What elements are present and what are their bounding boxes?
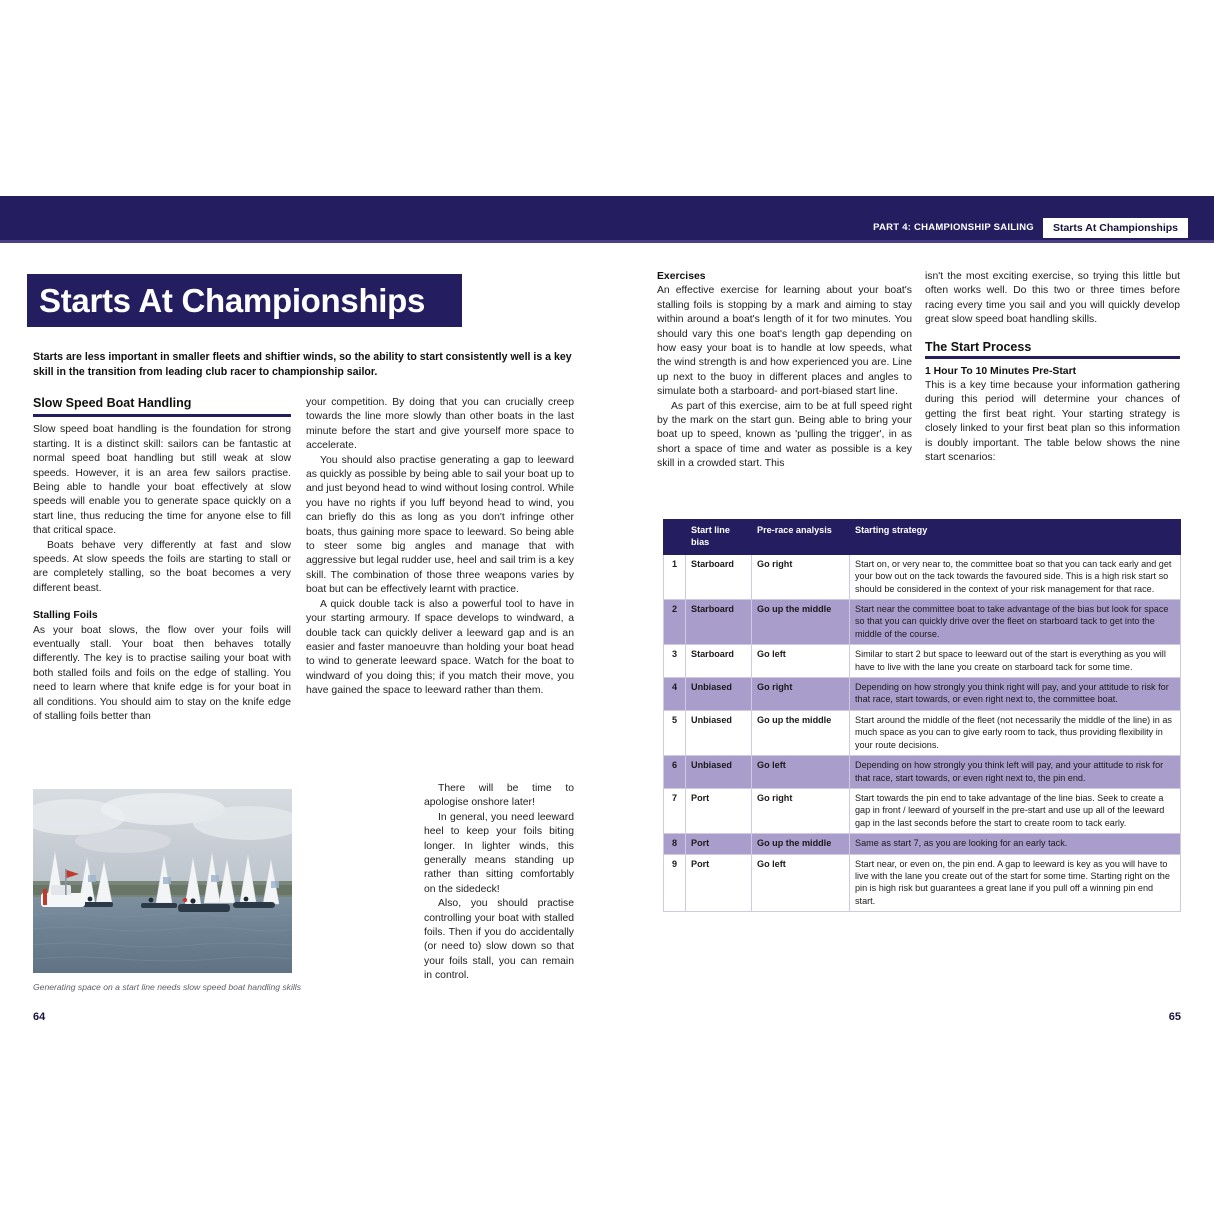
table-header-row: [664, 520, 1181, 555]
table-row: [664, 788, 1181, 833]
page-title-block: [27, 274, 462, 327]
table-row: [664, 645, 1181, 678]
section-heading-slow-speed: Slow Speed Boat Handling: [33, 396, 192, 410]
cell-number: 5: [664, 710, 686, 755]
paragraph: This is a key time because your information gathering during this period will determine your chances of getting the first beat right. Your starting strategy is closely linked to your first beat plan so this information is doubly important. The table below shows the nine start scenarios:: [925, 380, 1180, 464]
paragraph: your competition. By doing that you can crucially creep towards the line more slowly than other boats in the last minute before the start and give yourself more space to accelerate.: [306, 397, 574, 452]
cell-analysis: Go right: [752, 678, 850, 711]
table-row: [664, 710, 1181, 755]
folio-right: 65: [1168, 1011, 1181, 1023]
paragraph: As your boat slows, the flow over your foils will eventually stall. Your boat then behaves totally differently. The key is to practise sailing your boat with both stalled foils and foils on the edge of stalling. You need to learn where that knife edge is for your boat in all conditions. You should aim to stay on the knife edge of stalling foils better than: [33, 624, 291, 723]
paragraph: An effective exercise for learning about your boat's stalling foils is stopping by a mark and aiming to stay within around a boat's length of it for two minutes. You should vary this one boat's length gap depending on how easy your boat is to handle at low speeds, what the wind strength is and how experienced you are. Line up next to the buoy in different places and angles to simulate both a starboard- and port-biased start line.: [657, 285, 912, 398]
cell-bias: Unbiased: [686, 756, 752, 789]
paragraph: Boats behave very differently at fast and slow speeds. At slow speeds the foils are starting to stall or are completely stalling, so the boat becomes a very different beast.: [33, 539, 291, 594]
paragraph: As part of this exercise, aim to be at full speed right by the mark on the start gun. Being able to bring your boat up to speed, known as 'pulling the trigger', in as short a space of time and water as possible is a key skill in a crowded start. This: [657, 400, 912, 470]
paragraph: You should also practise generating a gap to leeward as quickly as possible by being able to sail your boat up to and just beyond head to wind without losing control. While you have no rights if you luff beyond head to wind, you can briefly do this as long as you don't infringe other boats, thus gaining more space to leeward. So being able to steer some big angles and manage that with aggressive but legal rudder use, heel and sail trim is a key skill. The combination of those three weapons varies by boat but can be effectively learnt with practice.: [306, 454, 574, 596]
subheading-prestart: 1 Hour To 10 Minutes Pre-Start: [925, 365, 1077, 377]
table-row: [664, 756, 1181, 789]
cell-strategy: Start near the committee boat to take advantage of the bias but look for space so that you can quickly drive over the fleet on starboard tack to get into the middle of the course.: [850, 600, 1181, 645]
cell-analysis: Go up the middle: [752, 600, 850, 645]
paragraph: A quick double tack is also a powerful tool to have in your starting armoury. If space develops to windward, a double tack can quickly deliver a leeward gap and is an easier and faster manoeuvre than holding your boat head to wind to generate leeward space. Watch for the boat to windward of you doing this; if you match their move, you have gained the space to leeward rather than them.: [306, 598, 574, 697]
cell-bias: Starboard: [686, 600, 752, 645]
cell-analysis: Go left: [752, 645, 850, 678]
running-header: [873, 218, 1188, 238]
cell-bias: Unbiased: [686, 678, 752, 711]
cell-strategy: Start near, or even on, the pin end. A gap to leeward is key as you will have to live with the lane you create out of the start for some time. Starting right on the pin is high risk but guarantees a great lane if you pull off a winning pin end start.: [850, 854, 1181, 912]
column-header-analysis: Pre-race analysis: [752, 520, 850, 555]
header-part-label: PART 4: CHAMPIONSHIP SAILING: [873, 222, 1034, 233]
page-title: Starts At Championships: [39, 282, 426, 319]
cell-number: 4: [664, 678, 686, 711]
cell-strategy: Depending on how strongly you think right will pay, and your attitude to risk for that race, start towards, or even right next to, the committee boat.: [850, 678, 1181, 711]
heading-start-process: The Start Process: [925, 339, 1032, 354]
cell-strategy: Same as start 7, as you are looking for an early tack.: [850, 834, 1181, 854]
cell-strategy: Depending on how strongly you think left will pay, and your attitude to risk for that race, start towards, or even right next to, the pin end.: [850, 756, 1181, 789]
left-column-two-wrap: [424, 782, 574, 984]
cell-analysis: Go up the middle: [752, 834, 850, 854]
cell-analysis: Go right: [752, 788, 850, 833]
cell-strategy: Similar to start 2 but space to leeward out of the start is everything as you will have to live with the lane you create on starboard tack for some time.: [850, 645, 1181, 678]
cell-bias: Starboard: [686, 645, 752, 678]
cell-analysis: Go left: [752, 756, 850, 789]
section-rule: [925, 356, 1180, 359]
section-rule: [33, 414, 291, 417]
cell-bias: Unbiased: [686, 710, 752, 755]
cell-analysis: Go right: [752, 554, 850, 599]
cell-number: 1: [664, 554, 686, 599]
standfirst: Starts are less important in smaller fleets and shiftier winds, so the ability to start consistently well is a key skill in the transition from leading club racer to championship sailor.: [33, 351, 572, 378]
cell-bias: Port: [686, 834, 752, 854]
paragraph: Also, you should practise controlling your boat with stalled foils. Then if you do accidentally (or need to) slow down so that your foils stall, you can remain in control.: [424, 898, 574, 982]
photo-caption: Generating space on a start line needs slow speed boat handling skills: [33, 982, 302, 992]
table-body: [664, 554, 1181, 911]
table-row: [664, 678, 1181, 711]
table-row: [664, 600, 1181, 645]
column-header-bias: Start line bias: [686, 520, 752, 555]
cell-number: 7: [664, 788, 686, 833]
paragraph: There will be time to apologise onshore later!: [424, 783, 574, 809]
cell-bias: Starboard: [686, 554, 752, 599]
table-row: [664, 834, 1181, 854]
header-chapter-label: Starts At Championships: [1043, 218, 1188, 238]
paragraph: Slow speed boat handling is the foundation for strong starting. It is a distinct skill: sailors can be fantastic at normal speed boat handling but still weak at slow speeds. However, it is an area few sailors practise. Being able to handle your boat effectively at slow speeds will enable you to generate space quickly on a start line, thus reducing the time for anyone else to fill that critical space.: [33, 424, 291, 537]
running-header-rule: [0, 240, 1214, 243]
cell-number: 9: [664, 854, 686, 912]
cell-bias: Port: [686, 788, 752, 833]
table-row: [664, 854, 1181, 912]
cell-number: 2: [664, 600, 686, 645]
right-column-one: [657, 270, 912, 472]
cell-number: 8: [664, 834, 686, 854]
cell-strategy: Start around the middle of the fleet (not necessarily the middle of the line) in as much space as you can to give early room to tack, thus providing flexibility in your route decisions.: [850, 710, 1181, 755]
cell-analysis: Go left: [752, 854, 850, 912]
cell-analysis: Go up the middle: [752, 710, 850, 755]
right-column-two: [925, 270, 1180, 465]
heading-exercises: Exercises: [657, 271, 706, 282]
left-column-two: [306, 396, 574, 699]
subheading-stalling-foils: Stalling Foils: [33, 610, 98, 622]
column-header-number: [664, 520, 686, 555]
column-header-strategy: Starting strategy: [850, 520, 1181, 555]
photo-start-line: [33, 789, 292, 973]
table-row: [664, 554, 1181, 599]
cell-bias: Port: [686, 854, 752, 912]
cell-strategy: Start on, or very near to, the committee boat so that you can tack early and get your bow out on the tack towards the favoured side. This is a high risk start so should be considered in the context of your risk management for that race.: [850, 554, 1181, 599]
left-column-one: [33, 396, 291, 725]
cell-strategy: Start towards the pin end to take advantage of the line bias. Seek to create a gap in front / leeward of yourself in the pre-start and use up all of the leeward gap in the last seconds before the start to create room to tack early.: [850, 788, 1181, 833]
paragraph: In general, you need leeward heel to keep your foils biting longer. In lighter winds, this generally means standing up rather than sitting comfortably on the sidedeck!: [424, 811, 574, 895]
paragraph: isn't the most exciting exercise, so trying this little but often works well. Do this two or three times before racing every time you sail and you will quickly develop great slow speed boat handling skills.: [925, 271, 1180, 326]
folio-left: 64: [33, 1011, 46, 1023]
cell-number: 3: [664, 645, 686, 678]
start-scenarios-table: [663, 519, 1181, 912]
cell-number: 6: [664, 756, 686, 789]
